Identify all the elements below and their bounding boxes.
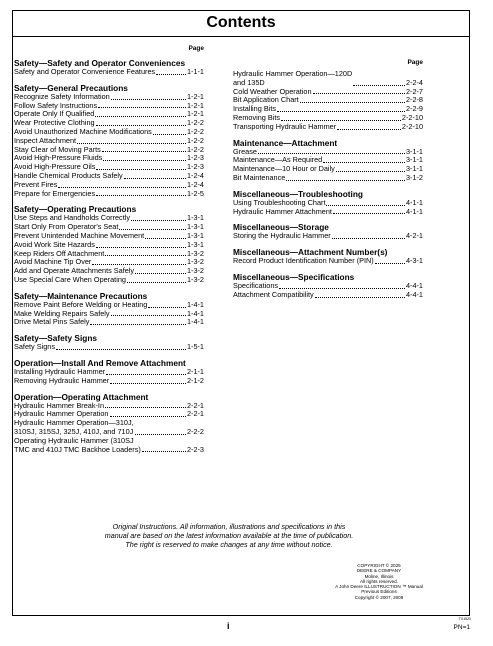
copyright-line: A John Deere ILLUSTRUCTION ™ Manual (335, 584, 423, 590)
toc-entry-title: Attachment Compatibility (233, 289, 314, 299)
dot-leader (110, 416, 186, 417)
dot-leader (142, 451, 186, 452)
toc-entry-page: 4-4-1 (405, 280, 423, 290)
toc-entry-title: Record Product Identification Number (PIN) (233, 256, 374, 266)
toc-entry-title: Transporting Hydraulic Hammer (233, 121, 337, 131)
dot-leader (353, 85, 405, 86)
page-number-code: PN=1 (453, 624, 470, 631)
toc-sections-left (14, 58, 204, 454)
section-title: Operation—Operating Attachment (14, 391, 149, 402)
toc-entry-page: 2-2-4 (405, 77, 423, 87)
dot-leader (105, 255, 186, 256)
section-title: Safety—General Precautions (14, 82, 128, 93)
dot-leader (286, 180, 405, 181)
toc-entry-title: Bit Application Chart (233, 95, 299, 105)
toc-entry-title: Maintenance—As Required (233, 155, 323, 165)
toc-entry-page: 3-1-2 (405, 172, 423, 182)
toc-entry-title: Stay Clear of Moving Parts (14, 144, 101, 154)
toc-entry-page: 1-3-1 (186, 222, 204, 232)
dot-leader (105, 407, 186, 408)
dot-leader (375, 263, 405, 264)
copyright-line: Previous Editions (361, 589, 397, 595)
toc-entry-page: 1-3-2 (186, 248, 204, 258)
toc-entry-title: Maintenance—10 Hour or Daily (233, 164, 335, 174)
dot-leader (313, 93, 405, 94)
toc-entry-page: 1-3-2 (186, 274, 204, 284)
toc-entry[interactable] (14, 68, 204, 77)
toc-entry[interactable] (233, 208, 423, 217)
section-title: Safety—Safety and Operator Conveniences (14, 58, 186, 68)
toc-entry-page: 2-2-10 (401, 112, 423, 122)
page-column-header: Page (188, 45, 204, 52)
toc-entry-title: Installing Bits (233, 104, 276, 114)
dot-leader (110, 383, 186, 384)
toc-entry[interactable] (14, 276, 204, 285)
toc-entry-page: 2-2-1 (186, 409, 204, 419)
dot-leader (92, 264, 186, 265)
toc-entry-title: Safety Signs (14, 342, 55, 352)
toc-entry[interactable] (14, 190, 204, 199)
footer-line: manual are based on the latest information available at the time of publication. (104, 531, 354, 540)
dot-leader (326, 205, 404, 206)
dot-leader (111, 99, 186, 100)
toc-section (14, 83, 204, 199)
copyright-line: Copyright © 2007, 2009 (354, 594, 404, 600)
section-title: Miscellaneous—Attachment Number(s) (233, 247, 388, 258)
toc-entry-title: Storing the Hydraulic Hammer (233, 231, 331, 241)
toc-entry-page: 1-2-5 (186, 188, 204, 198)
toc-entry[interactable] (14, 318, 204, 327)
dot-leader (95, 116, 186, 117)
section-title: Safety—Operating Precautions (14, 204, 137, 215)
toc-section (233, 189, 423, 217)
toc-entry-title: Prevent Fires (14, 179, 58, 189)
toc-entry[interactable] (233, 232, 423, 241)
toc-entry-page: 1-4-1 (186, 317, 204, 327)
toc-section (14, 58, 204, 77)
toc-section (233, 222, 423, 241)
toc-entry-title: Hydraulic Hammer Operation—120D and 135D (233, 69, 353, 87)
dot-leader (332, 238, 405, 239)
dot-leader (106, 374, 186, 375)
toc-entry-page: 1-2-3 (186, 162, 204, 172)
toc-entry-page: 2-2-8 (405, 95, 423, 105)
toc-entry-title: Keep Riders Off Attachment (14, 248, 105, 258)
toc-entry-page: 2-1-1 (186, 366, 204, 376)
toc-section (233, 138, 423, 183)
section-title: Safety—Maintenance Precautions (14, 290, 148, 301)
toc-entry-title: Hydraulic Hammer Operation—310J, 310SJ, 315SJ, 325J, 410J, and 710J (14, 418, 134, 436)
footer-line: The right is reserved to make changes at any time without notice. (125, 540, 333, 549)
toc-entry[interactable] (233, 123, 423, 132)
section-title: Miscellaneous—Storage (233, 222, 329, 233)
toc-entry[interactable] (233, 291, 423, 300)
toc-section (14, 333, 204, 352)
copyright-line: COPYRIGHT © 2025 (357, 563, 401, 568)
dot-leader (131, 220, 186, 221)
toc-entry-page: 1-2-1 (186, 100, 204, 110)
toc-entry-page: 1-5-1 (186, 342, 204, 352)
dot-leader (333, 213, 405, 214)
dot-leader (98, 107, 186, 108)
dot-leader (315, 297, 405, 298)
toc-entry-page: 2-2-7 (405, 86, 423, 96)
dot-leader (127, 282, 186, 283)
title-bar (13, 11, 469, 37)
toc-section (233, 70, 423, 132)
document-code: TX1520 (458, 617, 471, 621)
toc-entry-title: Recognize Safety Information (14, 91, 110, 101)
dot-leader (258, 153, 405, 154)
toc-entry-title: Grease (233, 146, 257, 156)
toc-entry-page: 1-3-1 (186, 213, 204, 223)
footer-notice (14, 522, 444, 549)
toc-entry-page: 2-2-3 (186, 444, 204, 454)
dot-leader (336, 171, 405, 172)
toc-entry-title: Use Special Care When Operating (14, 274, 126, 284)
toc-entry-title: Add and Operate Attachments Safely (14, 266, 135, 276)
dot-leader (153, 134, 186, 135)
toc-entry-title: Installing Hydraulic Hammer (14, 366, 106, 376)
toc-entry-page: 1-2-2 (186, 135, 204, 145)
toc-entry-title: Prepare for Emergencies (14, 188, 96, 198)
dot-leader (148, 307, 186, 308)
toc-entry-page: 4-2-1 (405, 231, 423, 241)
toc-entry-page: 4-4-1 (405, 289, 423, 299)
toc-entry-title: Start Only From Operator's Seat (14, 222, 119, 232)
toc-entry-page: 2-2-1 (186, 400, 204, 410)
dot-leader (56, 349, 186, 350)
dot-leader (90, 324, 186, 325)
dot-leader (96, 247, 186, 248)
toc-entry-page: 4-3-1 (405, 256, 423, 266)
toc-entry-page: 1-2-1 (186, 109, 204, 119)
toc-section (233, 272, 423, 300)
toc-section (14, 358, 204, 386)
section-title: Operation—Install And Remove Attachment (14, 357, 186, 368)
toc-entry-title: Hydraulic Hammer Attachment (233, 206, 332, 216)
toc-entry-title: Cold Weather Operation (233, 86, 312, 96)
section-title: Safety—Safety Signs (14, 333, 97, 344)
toc-entry[interactable] (14, 437, 204, 455)
dot-leader (103, 160, 186, 161)
toc-entry-title: Wear Protective Clothing (14, 118, 95, 128)
toc-entry-page: 1-2-2 (186, 126, 204, 136)
copyright-line: All rights reserved. (359, 578, 399, 584)
dot-leader (111, 315, 186, 316)
toc-entry-page: 2-2-10 (401, 121, 423, 131)
section-title: Maintenance—Attachment (233, 137, 338, 148)
dot-leader (135, 273, 186, 274)
toc-entry-page: 1-1-1 (186, 67, 204, 76)
dot-leader (277, 111, 405, 112)
toc-entry-page: 1-3-2 (186, 257, 204, 267)
dot-leader (96, 195, 186, 196)
toc-section (14, 291, 204, 327)
dot-leader (323, 162, 405, 163)
toc-entry-title: Removing Bits (233, 112, 281, 122)
toc-entry[interactable] (14, 343, 204, 352)
dot-leader (119, 229, 186, 230)
toc-entry-page: 3-1-1 (405, 146, 423, 156)
page-column-header: Page (407, 59, 423, 66)
page-title: Contents (206, 14, 276, 31)
toc-entry-title: Follow Safety Instructions (14, 100, 98, 110)
toc-entry-title: Handle Chemical Products Safely (14, 170, 123, 180)
toc-entry-page: 1-2-4 (186, 179, 204, 189)
toc-right-column (233, 44, 423, 306)
toc-entry-page: 3-1-1 (405, 155, 423, 165)
toc-entry[interactable] (233, 174, 423, 183)
toc-entry-page: 2-2-9 (405, 104, 423, 114)
toc-entry-title: Drive Metal Pins Safely (14, 317, 90, 327)
toc-entry-title: Specifications (233, 280, 279, 290)
copyright-line: Moline, Illinois (364, 573, 394, 579)
dot-leader (145, 238, 186, 239)
toc-entry-title: Hydraulic Hammer Operation (14, 409, 109, 419)
dot-leader (281, 120, 401, 121)
toc-entry-page: 1-2-3 (186, 153, 204, 163)
dot-leader (279, 288, 405, 289)
dot-leader (156, 74, 186, 75)
toc-entry-title: Avoid Work Site Hazards (14, 239, 95, 249)
toc-entry-page: 1-2-1 (186, 91, 204, 101)
toc-entry-page: 1-3-2 (186, 266, 204, 276)
toc-entry[interactable] (14, 377, 204, 386)
toc-entry-title: Removing Hydraulic Hammer (14, 375, 110, 385)
toc-entry-title: Inspect Attachment (14, 135, 77, 145)
dot-leader (337, 129, 401, 130)
dot-leader (102, 151, 186, 152)
toc-entry-page: 3-1-1 (405, 164, 423, 174)
toc-entry-title: Operate Only If Qualified (14, 109, 95, 119)
toc-entry-title: Make Welding Repairs Safely (14, 308, 110, 318)
dot-leader (124, 178, 186, 179)
toc-entry-page: 1-2-4 (186, 170, 204, 180)
dot-leader (96, 125, 186, 126)
toc-left-column (14, 44, 204, 460)
toc-entry-title: Avoid Machine Tip Over (14, 257, 92, 267)
toc-section (14, 204, 204, 284)
dot-leader (77, 143, 186, 144)
toc-entry-page: 1-2-2 (186, 118, 204, 128)
toc-entry-page: 1-2-2 (186, 144, 204, 154)
toc-entry-title: Operating Hydraulic Hammer (310SJ TMC and 410J TMC Backhoe Loaders) (14, 435, 141, 454)
toc-entry-title: Remove Paint Before Welding or Heating (14, 299, 148, 309)
section-title: Miscellaneous—Troubleshooting (233, 188, 363, 199)
toc-entry-title: Avoid High-Pressure Fluids (14, 153, 103, 163)
toc-entry[interactable] (14, 419, 204, 437)
toc-sections-right (233, 70, 423, 300)
toc-entry[interactable] (233, 70, 423, 88)
dot-leader (135, 434, 186, 435)
toc-entry-title: Safety and Operator Convenience Features (14, 67, 156, 76)
toc-entry-page: 4-1-1 (405, 197, 423, 207)
toc-section (14, 392, 204, 455)
toc-entry-page: 1-3-1 (186, 239, 204, 249)
dot-leader (96, 169, 186, 170)
toc-entry-title: Prevent Unintended Machine Movement (14, 230, 145, 240)
toc-entry-page: 2-1-2 (186, 375, 204, 385)
page-folio: i (227, 621, 230, 631)
toc-entry-title: Avoid High-Pressure Oils (14, 162, 96, 172)
copyright-line: DEERE & COMPANY (356, 568, 402, 574)
toc-entry-title: Bit Maintenance (233, 172, 286, 182)
toc-entry-title: Use Steps and Handholds Correctly (14, 213, 130, 223)
toc-entry-title: Avoid Unauthorized Machine Modifications (14, 126, 152, 136)
toc-entry-title: Hydraulic Hammer Break-In (14, 400, 105, 410)
toc-entry-page: 1-4-1 (186, 299, 204, 309)
copyright-block (319, 563, 439, 600)
dot-leader (58, 187, 186, 188)
toc-section (233, 247, 423, 266)
toc-entry-page: 4-1-1 (405, 206, 423, 216)
dot-leader (300, 102, 405, 103)
toc-entry-title: Using Troubleshooting Chart (233, 197, 326, 207)
toc-entry-page: 1-4-1 (186, 308, 204, 318)
footer-line: Original Instructions. All information, illustrations and specifications in this (112, 522, 346, 531)
toc-entry-page: 1-3-1 (186, 230, 204, 240)
toc-entry[interactable] (233, 257, 423, 266)
section-title: Miscellaneous—Specifications (233, 271, 355, 282)
toc-entry-page: 2-2-2 (186, 426, 204, 436)
